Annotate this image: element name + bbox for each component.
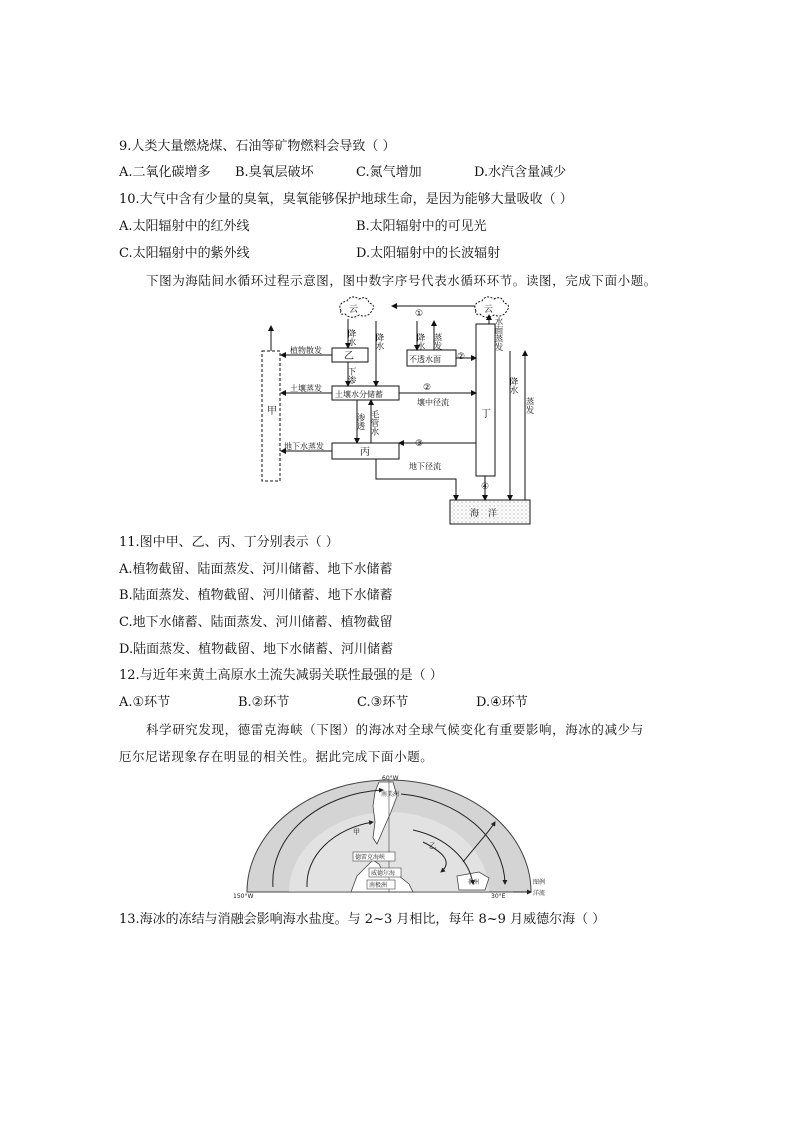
map-label-yi: 乙 (429, 842, 436, 850)
intro-drake-line1: 科学研究发现，德雷克海峡（下图）的海冰对全球气候变化有重要影响，海冰的减少与 (146, 722, 644, 737)
q12-option-d: D.④环节 (476, 695, 528, 710)
map-legend-title: 图例 (533, 879, 546, 886)
label-n4: ④ (481, 482, 490, 492)
q12-option-b: B.②环节 (238, 695, 290, 710)
ocean-label: 海 洋 (470, 509, 498, 519)
precip-label-3: 降水 (415, 333, 425, 350)
water-cycle-diagram (245, 293, 545, 529)
q9-stem: 9.人类大量燃烧煤、石油等矿物燃料会导致（ ） (119, 139, 396, 154)
q12-stem: 12.与近年来黄土高原水土流失减弱关联性最强的是（ ） (119, 668, 443, 683)
map-antarctica: 南极洲 (369, 882, 388, 889)
label-n3: ③ (415, 439, 424, 449)
ocean-precip-label: 降水 (508, 377, 518, 394)
map-drake-passage: 德雷克海峡 (355, 854, 386, 861)
q11-option-c: C.地下水储蓄、陆面蒸发、河川储蓄、植物截留 (119, 615, 393, 630)
capillary-label: 毛管水 (369, 410, 379, 436)
q10-stem: 10.大气中含有少量的臭氧，臭氧能够保护地球生命，是因为能够大量吸收（ ） (119, 192, 573, 207)
intro-drake-line2: 厄尔尼诺现象存在明显的相关性。据此完成下面小题。 (119, 749, 434, 764)
map-weddell-sea: 威德尔海 (371, 870, 396, 877)
map-lon-right: 30°E (491, 893, 506, 900)
impermeable-surface-label: 不透水面 (409, 355, 441, 364)
cloud-left-label: 云 (349, 305, 359, 315)
q10-option-d: D.太阳辐射中的长波辐射 (356, 246, 501, 261)
map-label-jia: 甲 (353, 828, 360, 836)
label-n1: ① (415, 309, 424, 319)
label-ding: 丁 (481, 409, 491, 420)
intro-water-cycle: 下图为海陆间水循环过程示意图，图中数字序号代表水循环环节。读图，完成下面小题。 (146, 273, 657, 288)
precip-label-1: 降水 (346, 329, 356, 346)
q12-option-c: C.③环节 (357, 695, 409, 710)
evaporation-label-1: 蒸发 (432, 333, 442, 350)
interflow-label: 壤中径流 (417, 398, 449, 407)
percolation-label: 渗透 (355, 413, 365, 430)
drake-passage-map (233, 772, 563, 902)
map-legend-current: 洋流 (533, 890, 546, 897)
map-south-america: 南美洲 (381, 791, 400, 798)
q9-option-d: D.水汽含量减少 (474, 165, 567, 180)
plant-transpiration-label: 植物散发 (290, 346, 322, 355)
q11-stem: 11.图中甲、乙、丙、丁分别表示（ ） (119, 535, 339, 550)
label-yi: 乙 (344, 351, 354, 362)
map-lon-left: 150°W (233, 893, 254, 900)
q10-option-c: C.太阳辐射中的紫外线 (119, 246, 250, 261)
map-lat-top: 60°W (382, 775, 399, 782)
soil-evaporation-label: 土壤蒸发 (290, 384, 322, 393)
q9-option-a: A.二氧化碳增多 (119, 165, 211, 180)
ocean-evaporation-label: 蒸发 (524, 397, 534, 414)
label-n2b: ② (423, 383, 432, 393)
q11-option-d: D.陆面蒸发、植物截留、地下水储蓄、河川储蓄 (119, 642, 394, 657)
label-n2a: ② (457, 352, 466, 362)
q13-stem: 13.海冰的冻结与消融会影响海水盐度。与 2~3 月相比，每年 8~9 月威德尔海（ ） (119, 912, 606, 927)
water-surface-evap-label: 水面蒸发 (493, 317, 503, 351)
precip-label-2: 降水 (374, 333, 384, 350)
q9-option-b: B.臭氧层破坏 (235, 165, 314, 180)
groundwater-runoff-label: 地下径流 (409, 462, 441, 471)
soil-storage-label: 土壤水分储蓄 (335, 390, 383, 399)
q9-option-c: C.氮气增加 (356, 165, 422, 180)
q10-option-b: B.太阳辐射中的可见光 (356, 219, 487, 234)
q12-option-a: A.①环节 (119, 695, 171, 710)
groundwater-evaporation-label: 地下水蒸发 (284, 442, 324, 451)
label-bing: 丙 (360, 447, 370, 458)
q10-option-a: A.太阳辐射中的红外线 (119, 219, 250, 234)
map-africa: 非洲 (467, 879, 480, 886)
downward-infiltration-label: 下渗 (346, 367, 356, 384)
q11-option-b: B.陆面蒸发、植物截留、河川储蓄、地下水储蓄 (119, 588, 393, 603)
label-jia: 甲 (267, 406, 277, 417)
cloud-right-label: 云 (484, 305, 494, 315)
q11-option-a: A.植物截留、陆面蒸发、河川储蓄、地下水储蓄 (119, 562, 393, 577)
